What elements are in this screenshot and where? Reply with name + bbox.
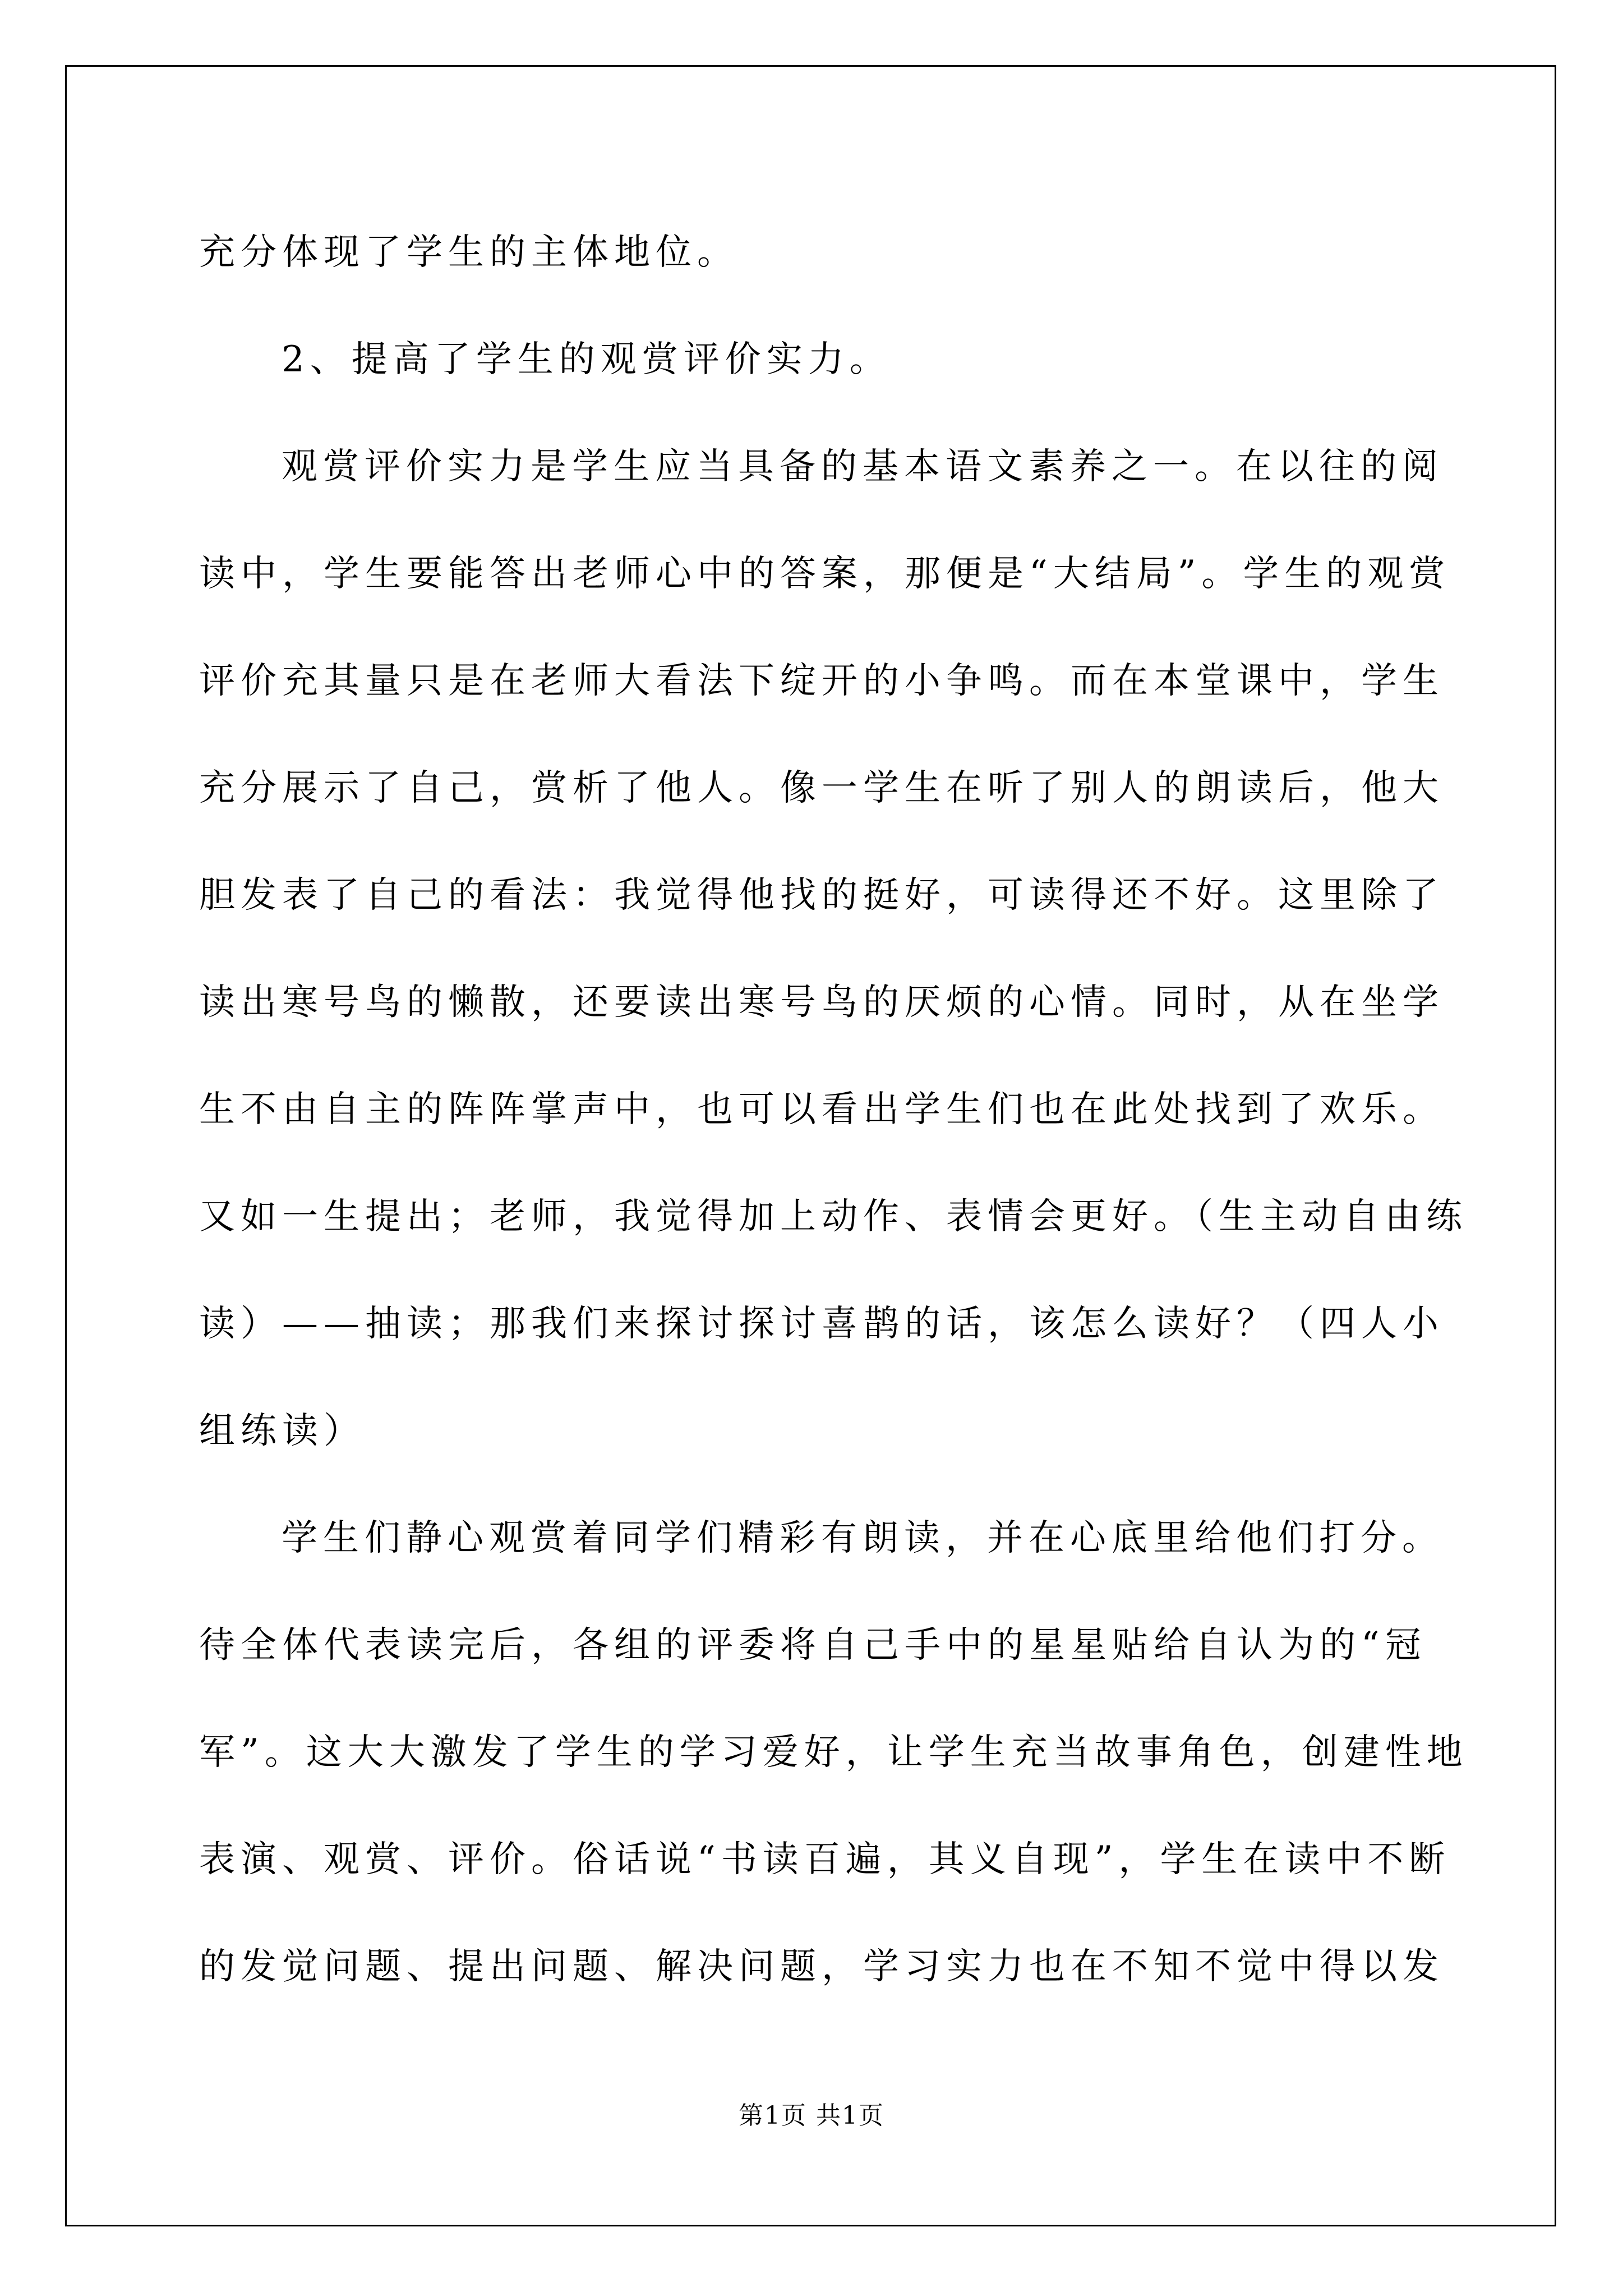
text-line: 又如一生提出；老师，我觉得加上动作、表情会更好。（生主动自由练 <box>199 1196 1468 1237</box>
text-line: 读）——抽读；那我们来探讨探讨喜鹊的话，该怎么读好？（四人小 <box>199 1303 1444 1345</box>
text-line: 评价充其量只是在老师大看法下绽开的小争鸣。而在本堂课中，学生 <box>199 660 1444 702</box>
text-line: 胆发表了自己的看法：我觉得他找的挺好，可读得还不好。这里除了 <box>199 875 1444 916</box>
text-line: 观赏评价实力是学生应当具备的基本语文素养之一。在以往的阅 <box>282 446 1444 487</box>
text-line: 的发觉问题、提出问题、解决问题，学习实力也在不知不觉中得以发 <box>199 1946 1444 1987</box>
text-line: 读出寒号鸟的懒散，还要读出寒号鸟的厌烦的心情。同时，从在坐学 <box>199 982 1444 1023</box>
text-line: 学生们静心观赏着同学们精彩有朗读，并在心底里给他们打分。 <box>282 1517 1444 1559</box>
text-line: 充分展示了自己，赏析了他人。像一学生在听了别人的朗读后，他大 <box>199 767 1444 809</box>
text-line: 2、提高了学生的观赏评价实力。 <box>282 339 891 380</box>
text-line: 军”。这大大激发了学生的学习爱好，让学生充当故事角色，创建性地 <box>199 1732 1468 1773</box>
text-line: 生不由自主的阵阵掌声中，也可以看出学生们也在此处找到了欢乐。 <box>199 1089 1444 1130</box>
text-line: 读中，学生要能答出老师心中的答案，那便是“大结局”。学生的观赏 <box>199 553 1451 595</box>
page-footer: 第1页 共1页 <box>739 2101 884 2130</box>
text-line: 组练读） <box>199 1410 365 1452</box>
document-body <box>199 199 1468 2021</box>
text-line: 表演、观赏、评价。俗话说“书读百遍，其义自现”，学生在读中不断 <box>199 1839 1451 1880</box>
text-line: 充分体现了学生的主体地位。 <box>199 232 739 273</box>
text-line: 待全体代表读完后，各组的评委将自己手中的星星贴给自认为的“冠 <box>199 1625 1427 1666</box>
